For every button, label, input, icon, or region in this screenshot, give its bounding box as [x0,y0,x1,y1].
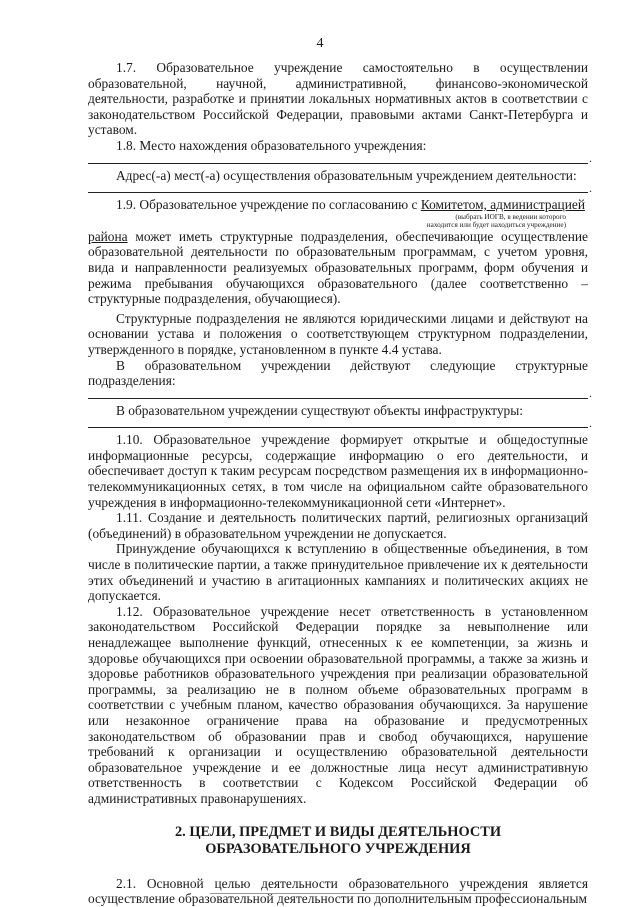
paragraph-structural-units: Структурные подразделения не являются юридическими лицами и действуют на основании устава и положения о соответствующем структурном подразделении, утвержденного в порядке, установленном в пункте 4.4 устава. [88,310,588,357]
paragraph-1-8: 1.8. Место нахождения образовательного учреждения: [116,137,427,153]
section-2-heading-line-1: 2. ЦЕЛИ, ПРЕДМЕТ И ВИДЫ ДЕЯТЕЛЬНОСТИ [174,823,502,840]
agency-field: Комитетом, администрацией [420,197,586,213]
page-number: 4 [316,36,324,51]
blank-line-structural: . [88,389,588,399]
blank-line-location: . [88,154,588,164]
agency-caption-2: находится или будет находиться учреждение) [426,220,566,229]
paragraph-1-7: 1.7. Образовательное учреждение самостоятельно в осуществлении образовательной, научной, административной, финансово-экономической деятельности, разработке и принятии локальных нормативных актов в соответствии с законодательством Российской Федерации, правовыми актами Санкт-Петербурга и уставом. [88,60,588,138]
paragraph-structural-list: В образовательном учреждении действуют следующие структурные подразделения: [88,357,588,389]
agency-caption-1: (выбрать ИОГВ, в ведении которого [455,212,566,221]
paragraph-infrastructure: В образовательном учреждении существуют объекты инфраструктуры: [116,402,523,418]
paragraph-1-10: 1.10. Образовательное учреждение формирует открытые и общедоступные информационные ресурсы, содержащие информацию о его деятельности, и обеспечивает доступ к таким ресурсам посредством размещения их в информационно-телекоммуникационных сетях, в том числе на официальном сайте образовательного учреждения в информационно-телекоммуникационной сети «Интернет». [88,432,588,510]
section-2-heading-line-2: ОБРАЗОВАТЕЛЬНОГО УЧРЕЖДЕНИЯ [205,840,471,857]
paragraph-1-9-start: 1.9. Образовательное учреждение по согласованию с Комитетом, администрацией [116,197,586,213]
paragraph-1-11b: Принуждение обучающихся к вступлению в общественные объединения, в том числе в политические партии, а также принудительное привлечение их к деятельности этих объединений и участию в агитационных кампаниях и политических акциях не допускается. [88,541,588,604]
blank-line-infrastructure: . [88,418,588,428]
section-2-heading [88,824,588,858]
bottom-edge-line [210,893,510,894]
document-body [88,60,592,907]
blank-line-address: . [88,183,588,193]
paragraph-2-1: 2.1. Основной целью деятельности образовательного учреждения является осуществление образовательной деятельности по дополнительным профессиональным [88,875,588,907]
district-field: района [88,228,128,244]
paragraph-1-9-rest: района может иметь структурные подразделения, обеспечивающие осуществление образовательной деятельности по образовательным программам, с учетом уровня, вида и направленности реализуемых образовательных программ, форм обучения и режима пребывания обучающихся образовательного (далее соответственно – структурные подразделения, обучающиеся). [88,228,588,307]
paragraph-address: Адрес(-а) мест(-а) осуществления образовательным учреждением деятельности: [116,167,577,183]
paragraph-1-12: 1.12. Образовательное учреждение несет ответственность в установленном законодательством Российской Федерации порядке за невыполнение или ненадлежащее выполнение функций, отнесенных к ее компетенции, за жизнь и здоровье обучающихся при освоении образовательной программы, а также за жизнь и здоровье работников образовательного учреждения при реализации образовательной программы, за реализацию не в полном объеме образовательных программ в соответствии с учебным планом, качество образования обучающихся. За нарушение или незаконное ограничение права на образование и предусмотренных законодательством об образовании прав и свобод обучающихся, нарушение требований к организации и осуществлению образовательной деятельности образовательное учреждение и ее должностные лица несут административную ответственность в соответствии с Кодексом Российской Федерации об административных правонарушениях. [88,603,588,806]
paragraph-1-11: 1.11. Создание и деятельность политических партий, религиозных организаций (объединений) в образовательном учреждении не допускается. [88,510,588,541]
